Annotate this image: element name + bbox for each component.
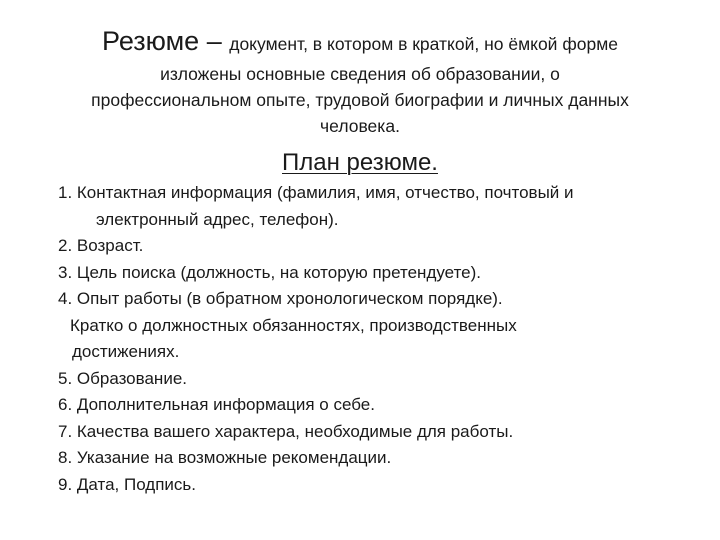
plan-item-9: 9. Дата, Подпись. [58,474,196,494]
resume-term: Резюме [102,26,200,56]
definition-paragraph [40,26,680,139]
plan-item-8: 8. Указание на возможные рекомендации. [58,448,392,467]
plan-item-1-continued: электронный адрес, телефон). [96,209,339,229]
plan-item-4-note-line-2: достижениях. [72,342,180,361]
plan-item-6: 6. Дополнительная информация о себе. [58,395,375,414]
definition-line-3: профессиональном опыте, трудовой биографии и личных данных [91,90,629,110]
plan-list [58,180,708,498]
plan-heading [0,148,720,178]
definition-dash: – [199,26,230,56]
plan-item-4-note-line-1: Кратко о должностных обязанностях, производственных [70,315,517,335]
plan-item-7: 7. Качества вашего характера, необходимые для работы. [58,421,514,441]
plan-item-1: 1. Контактная информация (фамилия, имя, отчество, почтовый и [58,183,574,202]
plan-title: План резюме. [282,149,438,176]
plan-item-5: 5. Образование. [58,368,187,388]
definition-line-1 [40,26,680,57]
definition-line-4: человека. [320,116,400,136]
plan-item-4: 4. Опыт работы (в обратном хронологическом порядке). [58,289,503,308]
definition-line-1-text: документ, в котором в краткой, но ёмкой форме [229,34,618,54]
definition-line-2: изложены основные сведения об образовании, о [160,64,560,84]
plan-item-2: 2. Возраст. [58,236,144,255]
plan-item-3: 3. Цель поиска (должность, на которую претендуете). [58,262,481,282]
